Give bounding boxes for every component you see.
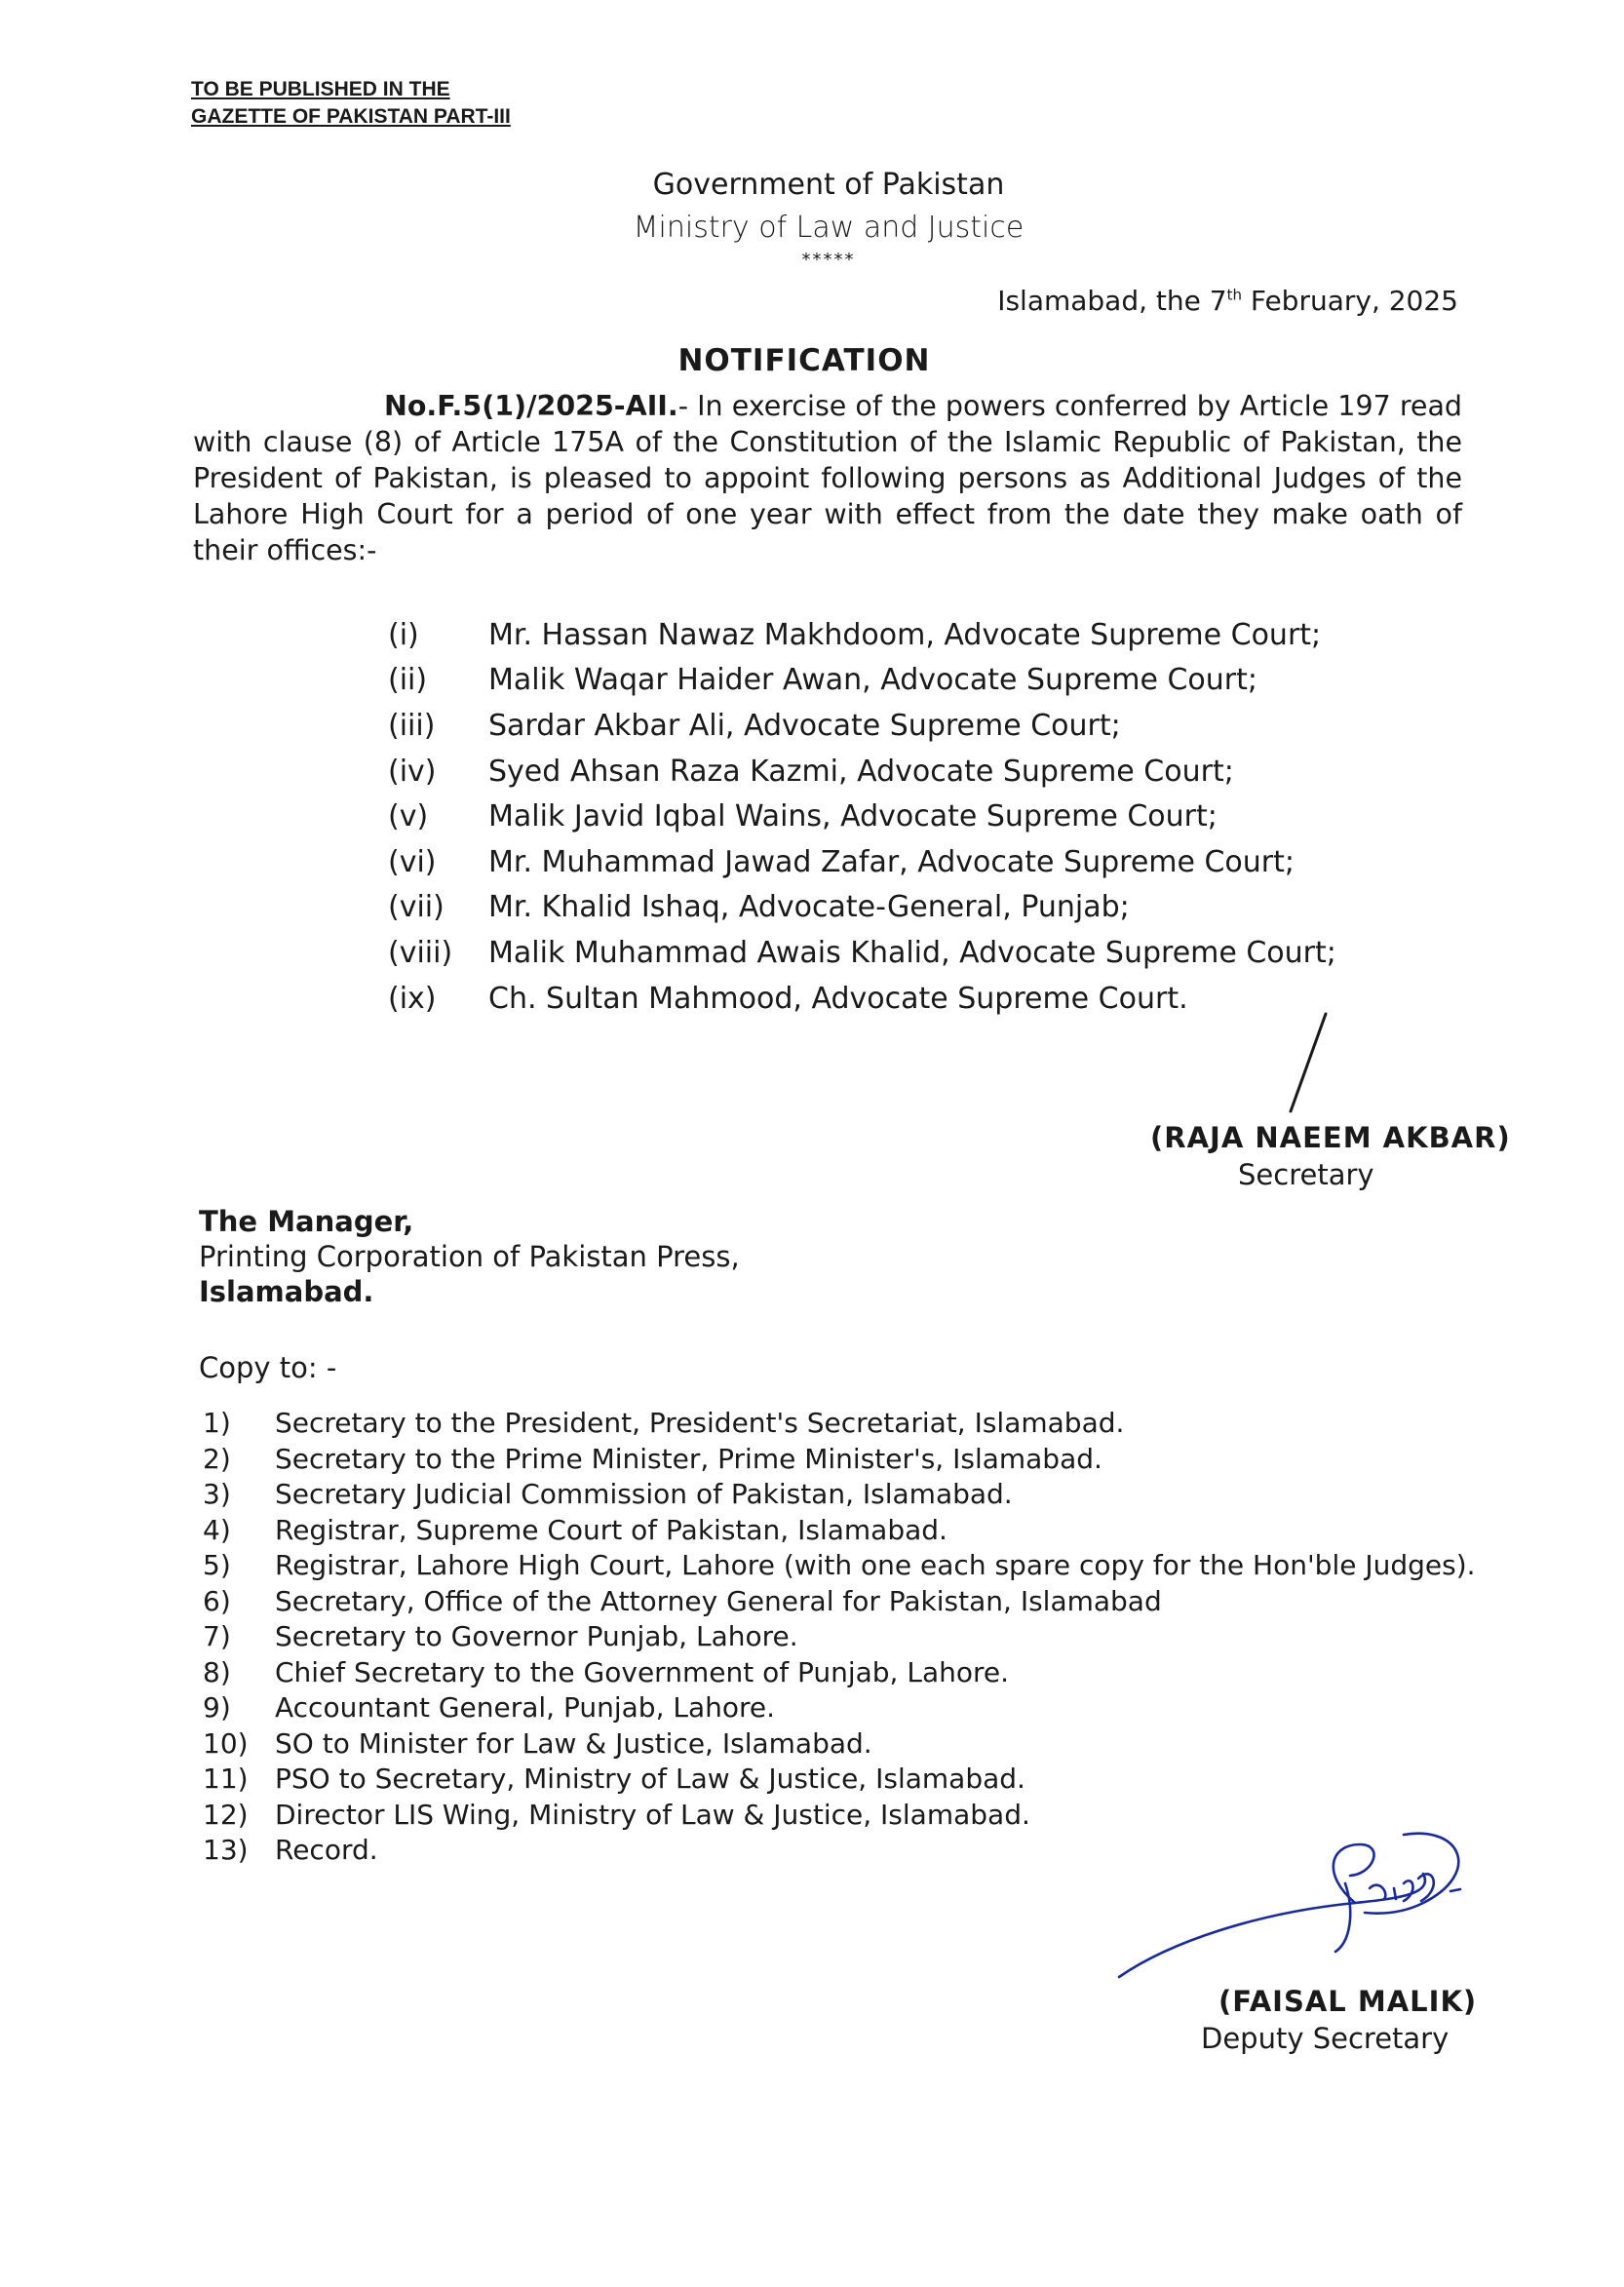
copy-to-text: Accountant General, Punjab, Lahore. xyxy=(275,1691,776,1724)
copy-to-label: Copy to: - xyxy=(199,1351,337,1384)
copy-to-item xyxy=(203,1726,1493,1763)
copy-to-text: Director LIS Wing, Ministry of Law & Justice, Islamabad. xyxy=(275,1798,1030,1831)
appointee-item xyxy=(388,658,1336,704)
copy-to-item xyxy=(203,1513,1493,1549)
gazette-note-line-1: TO BE PUBLISHED IN THE xyxy=(191,78,450,100)
notification-title: NOTIFICATION xyxy=(677,343,931,378)
appointee-number: (iii) xyxy=(388,708,436,743)
deputy-secretary-designation: Deputy Secretary xyxy=(1201,2022,1450,2055)
copy-to-number: 6) xyxy=(203,1584,231,1617)
copy-to-number: 12) xyxy=(203,1798,249,1831)
handwritten-signature-icon xyxy=(1111,1805,1482,1981)
copy-to-item xyxy=(203,1619,1493,1655)
copy-to-number: 2) xyxy=(203,1442,231,1475)
ministry-heading: Ministry of Law and Justice xyxy=(633,211,1025,245)
notification-text: - In exercise of the powers conferred by Article 197 read with clause (8) of Article 175A of the Constitution of the Islamic Republic of Pakistan, the President of Pakistan, is pleased to appoint following persons as Additional Judges of the Lahore High Court for a period of one year with effect from the date they make oath of their offices:- xyxy=(193,390,1462,566)
copy-to-text: Secretary to Governor Punjab, Lahore. xyxy=(275,1620,798,1652)
copy-to-text: Secretary to the Prime Minister, Prime Minister's, Islamabad. xyxy=(275,1442,1102,1475)
copy-to-number: 4) xyxy=(203,1513,231,1546)
copy-to-list xyxy=(203,1406,1493,1869)
secretary-name: (RAJA NAEEM AKBAR) xyxy=(1150,1121,1511,1154)
separator-stars: ***** xyxy=(801,250,856,270)
appointee-number: (v) xyxy=(388,799,429,834)
copy-to-number: 5) xyxy=(203,1549,231,1581)
appointee-number: (ii) xyxy=(388,663,428,698)
secretary-designation: Secretary xyxy=(1238,1158,1374,1191)
copy-to-item xyxy=(203,1655,1493,1691)
appointee-number: (vii) xyxy=(388,890,445,925)
copy-to-text: Record. xyxy=(275,1834,378,1866)
copy-to-text: Chief Secretary to the Government of Punjab, Lahore. xyxy=(275,1655,1010,1688)
appointee-number: (i) xyxy=(388,617,419,652)
addressee-line-2: Printing Corporation of Pakistan Press, xyxy=(199,1240,740,1273)
appointee-text: Ch. Sultan Mahmood, Advocate Supreme Court. xyxy=(488,981,1188,1016)
date-suffix: February, 2025 xyxy=(1241,285,1458,317)
date-ordinal: th xyxy=(1226,286,1242,304)
copy-to-number: 11) xyxy=(203,1763,249,1795)
gazette-publication-note xyxy=(191,76,511,131)
copy-to-number: 3) xyxy=(203,1478,231,1510)
copy-to-number: 13) xyxy=(203,1834,249,1866)
copy-to-text: Secretary, Office of the Attorney General for Pakistan, Islamabad xyxy=(275,1584,1162,1617)
copy-to-number: 8) xyxy=(203,1655,231,1688)
copy-to-item xyxy=(203,1477,1493,1513)
appointee-item xyxy=(388,976,1336,1022)
copy-to-number: 1) xyxy=(203,1407,231,1439)
copy-to-text: PSO to Secretary, Ministry of Law & Justice, Islamabad. xyxy=(275,1763,1025,1795)
appointee-text: Mr. Khalid Ishaq, Advocate-General, Punjab; xyxy=(488,890,1130,925)
copy-to-number: 7) xyxy=(203,1620,231,1652)
appointee-text: Mr. Muhammad Jawad Zafar, Advocate Supreme Court; xyxy=(488,844,1295,879)
appointee-item xyxy=(388,703,1336,749)
copy-to-item xyxy=(203,1762,1493,1798)
copy-to-item xyxy=(203,1406,1493,1442)
copy-to-text: Registrar, Supreme Court of Pakistan, Islamabad. xyxy=(275,1513,947,1546)
appointee-item xyxy=(388,612,1336,658)
addressee-line-1: The Manager, xyxy=(199,1205,414,1238)
copy-to-text: Secretary to the President, President's Secretariat, Islamabad. xyxy=(275,1407,1125,1439)
copy-to-text: SO to Minister for Law & Justice, Islamabad. xyxy=(275,1726,872,1760)
appointee-text: Malik Waqar Haider Awan, Advocate Supreme Court; xyxy=(488,663,1257,698)
appointee-item xyxy=(388,930,1336,976)
appointee-number: (iv) xyxy=(388,754,437,789)
appointee-item xyxy=(388,749,1336,795)
copy-to-text: Secretary Judicial Commission of Pakistan, Islamabad. xyxy=(275,1478,1013,1510)
appointee-item xyxy=(388,794,1336,839)
appointee-number: (vi) xyxy=(388,844,437,879)
copy-to-item xyxy=(203,1548,1493,1584)
addressee-line-3: Islamabad. xyxy=(199,1275,374,1308)
appointee-number: (ix) xyxy=(388,981,437,1016)
copy-to-text: Registrar, Lahore High Court, Lahore (with one each spare copy for the Hon'ble Judges). xyxy=(275,1549,1476,1581)
copy-to-item xyxy=(203,1584,1493,1620)
appointee-item xyxy=(388,885,1336,931)
appointee-item xyxy=(388,839,1336,885)
notification-number: No.F.5(1)/2025-AII. xyxy=(384,390,678,422)
appointee-text: Sardar Akbar Ali, Advocate Supreme Court; xyxy=(488,708,1121,743)
copy-to-number: 9) xyxy=(203,1691,231,1724)
appointee-list xyxy=(388,612,1336,1021)
copy-to-item xyxy=(203,1690,1493,1726)
appointee-text: Malik Muhammad Awais Khalid, Advocate Supreme Court; xyxy=(488,935,1336,970)
notification-body xyxy=(193,388,1462,568)
gazette-note-line-2: GAZETTE OF PAKISTAN PART-III xyxy=(191,105,511,128)
appointee-text: Syed Ahsan Raza Kazmi, Advocate Supreme Court; xyxy=(488,754,1234,789)
date-prefix: Islamabad, the 7 xyxy=(997,285,1227,317)
notification-date xyxy=(997,285,1458,317)
government-heading: Government of Pakistan xyxy=(652,168,1005,202)
appointee-text: Malik Javid Iqbal Wains, Advocate Supreme Court; xyxy=(488,799,1218,834)
signature-stroke-icon xyxy=(1283,1010,1341,1117)
appointee-text: Mr. Hassan Nawaz Makhdoom, Advocate Supreme Court; xyxy=(488,617,1322,652)
appointee-number: (viii) xyxy=(388,935,453,970)
copy-to-item xyxy=(203,1442,1493,1478)
deputy-secretary-name: (FAISAL MALIK) xyxy=(1218,1985,1478,2018)
copy-to-number: 10) xyxy=(203,1726,249,1760)
